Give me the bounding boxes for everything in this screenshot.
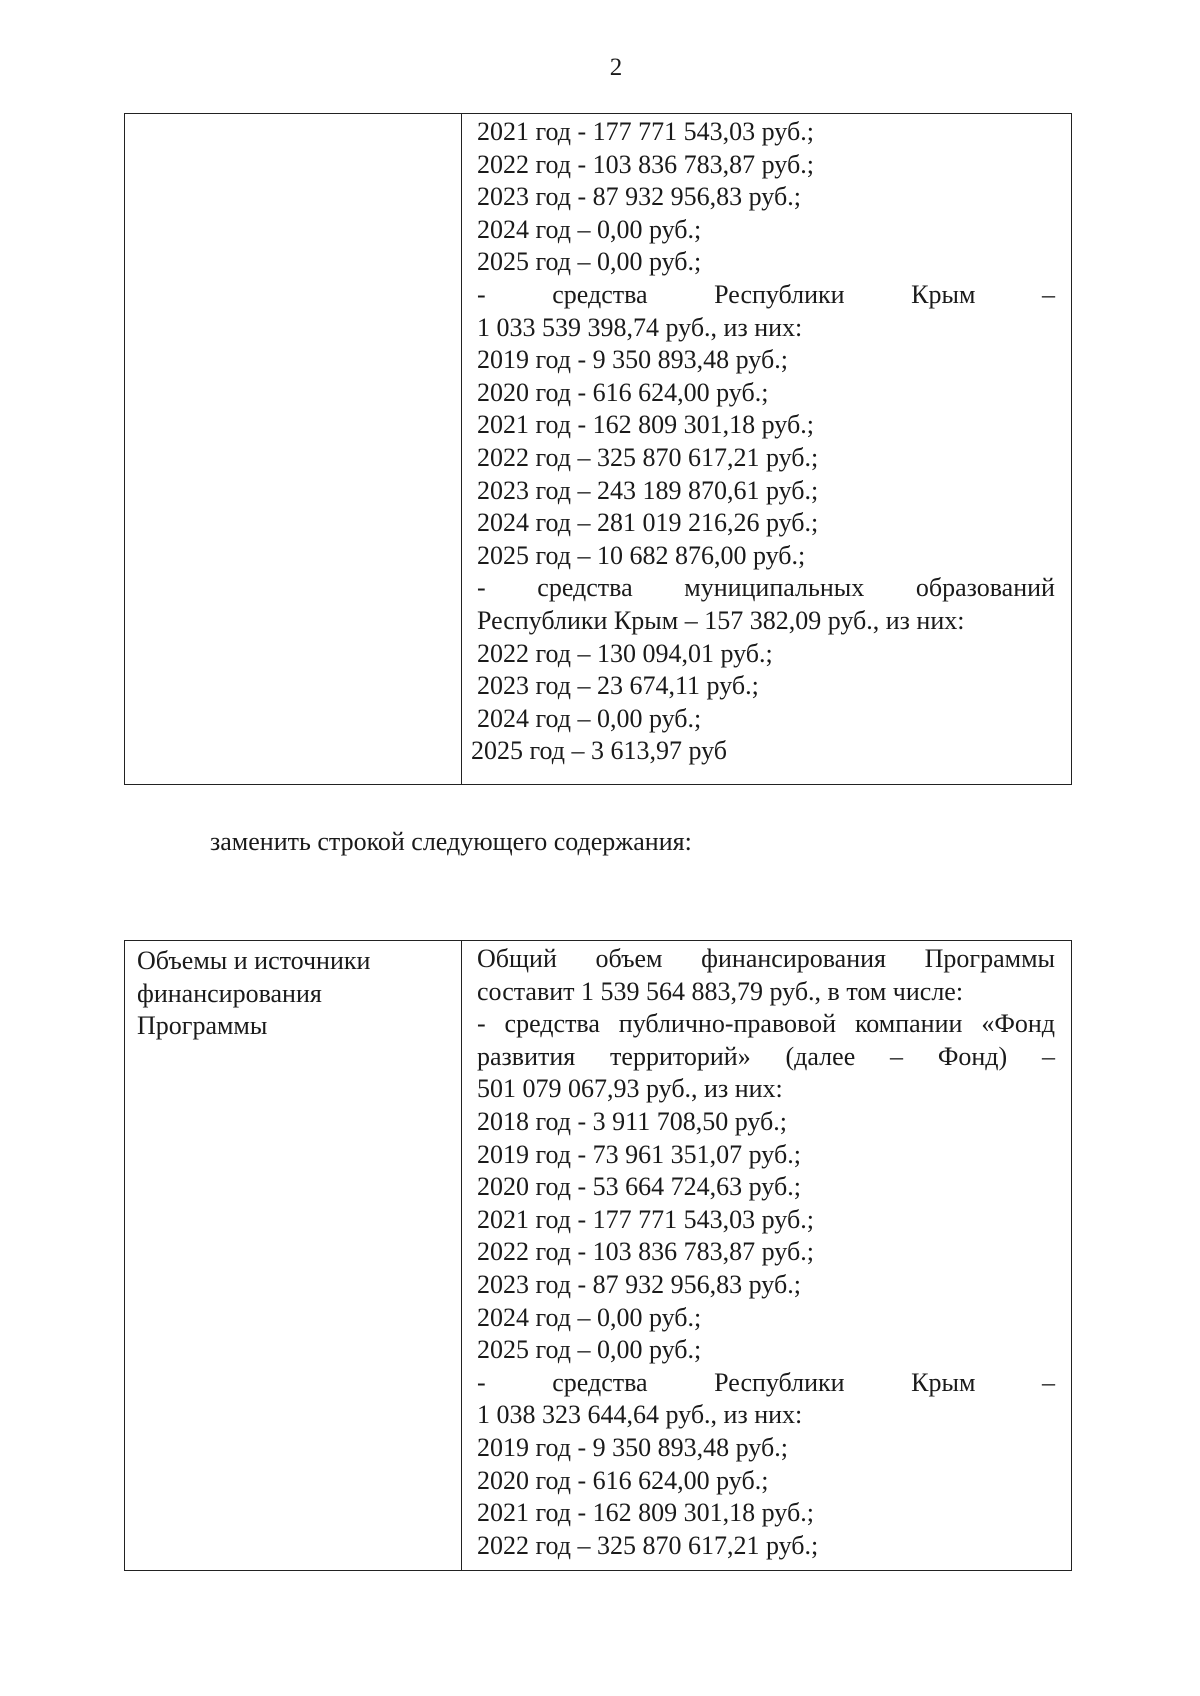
header-word: средства <box>552 1367 648 1397</box>
funding-line: 2019 год - 73 961 351,07 руб.; <box>477 1139 801 1169</box>
funding-line: 2019 год - 9 350 893,48 руб.; <box>477 1432 788 1462</box>
old-table-right-cell <box>462 114 1072 785</box>
replacement-instruction: заменить строкой следующего содержания: <box>210 827 692 856</box>
new-table-right-cell <box>462 941 1072 1571</box>
funding-line: 2018 год - 3 911 708,50 руб.; <box>477 1106 787 1136</box>
funding-line: 2022 год – 130 094,01 руб.; <box>477 638 773 668</box>
table-row <box>125 941 1072 1571</box>
funding-line: 2024 год – 0,00 руб.; <box>477 703 702 733</box>
header-word: средства <box>537 573 633 603</box>
fund-header-line: развития территорий» (далее – Фонд) – <box>477 1041 1055 1071</box>
funding-line: 2020 год - 616 624,00 руб.; <box>477 1465 769 1495</box>
funding-line: 1 033 539 398,74 руб., из них: <box>477 312 803 342</box>
new-table-left-cell <box>125 941 462 1571</box>
header-word: муниципальных <box>684 573 865 603</box>
crimea-funds-header <box>477 1367 1055 1400</box>
funding-line: 2021 год - 177 771 543,03 руб.; <box>477 1204 814 1234</box>
header-word: – <box>1041 279 1055 309</box>
new-program-table <box>124 940 1072 1571</box>
header-word: - <box>477 1367 486 1397</box>
row-label-line: финансирования <box>137 978 322 1008</box>
header-word: – <box>1041 1367 1055 1397</box>
funding-line: 2024 год – 0,00 руб.; <box>477 1302 702 1332</box>
header-word: Крым <box>911 279 976 309</box>
funding-line: 501 079 067,93 руб., из них: <box>477 1074 783 1104</box>
funding-line: 2023 год – 23 674,11 руб.; <box>477 671 759 701</box>
funding-line: 2023 год – 243 189 870,61 руб.; <box>477 475 819 505</box>
row-label-line: Объемы и источники <box>137 946 371 975</box>
funding-line: 2020 год - 616 624,00 руб.; <box>477 377 769 407</box>
funding-line: 2022 год - 103 836 783,87 руб.; <box>477 149 814 179</box>
header-word: Крым <box>911 1367 976 1397</box>
header-word: средства <box>552 279 648 309</box>
funding-line: 2024 год – 281 019 216,26 руб.; <box>477 508 819 538</box>
funding-line: 2019 год - 9 350 893,48 руб.; <box>477 345 788 375</box>
funding-line: 2024 год – 0,00 руб.; <box>477 214 702 244</box>
funding-line: 2025 год – 0,00 руб.; <box>477 1335 702 1365</box>
funding-line: 2020 год - 53 664 724,63 руб.; <box>477 1172 801 1202</box>
header-word: - <box>477 279 486 309</box>
funding-line: 1 038 323 644,64 руб., из них: <box>477 1400 803 1430</box>
header-word: Республики <box>714 279 845 309</box>
funding-line: 2023 год - 87 932 956,83 руб.; <box>477 182 801 212</box>
funding-line: 2022 год – 325 870 617,21 руб.; <box>477 442 819 472</box>
funding-line: 2021 год - 177 771 543,03 руб.; <box>477 117 814 146</box>
funding-line: 2023 год - 87 932 956,83 руб.; <box>477 1269 801 1299</box>
funding-line: 2025 год – 0,00 руб.; <box>477 247 702 277</box>
header-word: образований <box>915 573 1055 603</box>
funding-line: 2022 год - 103 836 783,87 руб.; <box>477 1237 814 1267</box>
funding-line: 2021 год - 162 809 301,18 руб.; <box>477 1498 814 1528</box>
old-table-left-cell <box>125 114 462 785</box>
table-row <box>125 114 1072 785</box>
funding-line: Республики Крым – 157 382,09 руб., из них: <box>477 605 965 635</box>
header-word: - <box>477 573 486 603</box>
crimea-funds-header <box>477 279 1055 312</box>
page-number: 2 <box>609 54 623 81</box>
funding-line: 2025 год – 10 682 876,00 руб.; <box>477 540 806 570</box>
old-program-table <box>124 113 1072 785</box>
header-word: Республики <box>714 1367 845 1397</box>
funding-line: 2021 год - 162 809 301,18 руб.; <box>477 410 814 440</box>
total-funding-line: составит 1 539 564 883,79 руб., в том числе: <box>477 976 964 1006</box>
funding-line: 2022 год – 325 870 617,21 руб.; <box>477 1530 819 1560</box>
row-label-line: Программы <box>137 1011 268 1041</box>
municipal-funds-header <box>477 572 1055 605</box>
total-funding-line: Общий объем финансирования Программы <box>477 944 1055 973</box>
funding-line: 2025 год – 3 613,97 руб <box>471 736 728 766</box>
fund-header-line: - средства публично-правовой компании «Фонд <box>477 1009 1055 1039</box>
